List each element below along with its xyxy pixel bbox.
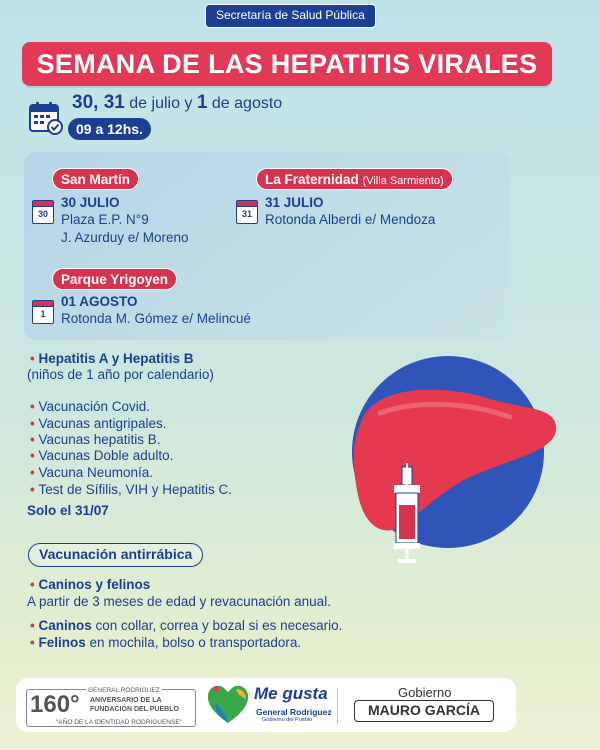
rabies-dogs-note xyxy=(30,617,342,634)
location-tag-la-fraternidad xyxy=(256,168,453,190)
anniversary-line2: FUNDACIÓN DEL PUEBLO xyxy=(90,706,179,713)
megusta-subtitle2: Gobierno del Pueblo xyxy=(262,717,313,723)
location-name: San Martín xyxy=(61,172,131,187)
location-address: Plaza E.P. N°9 xyxy=(61,212,149,227)
service-item: • Vacunas antigripales. xyxy=(30,415,167,432)
location-subname: (Villa Sarmiento) xyxy=(362,175,444,187)
dates-end: de agosto xyxy=(207,95,283,112)
location-address: Rotonda Alberdi e/ Mendoza xyxy=(265,212,436,227)
anniversary-logo xyxy=(26,689,196,729)
rabies-animals: • Caninos y felinos xyxy=(30,576,150,593)
dates-day2: 1 xyxy=(196,92,208,113)
megusta-title: Me gusta xyxy=(254,684,328,703)
anniversary-motto: "AÑO DE LA IDENTIDAD RODRIGUENSE" xyxy=(56,719,182,726)
location-name: La Fraternidad xyxy=(265,172,359,187)
location-name: Parque Yrigoyen xyxy=(61,272,169,287)
gobierno-name: MAURO GARCÍA xyxy=(354,700,494,722)
gr-small: GENERAL RODRÍGUEZ xyxy=(88,687,160,694)
only-date-note: Solo el 31/07 xyxy=(27,503,109,518)
hepatitis-heading: • Hepatitis A y Hepatitis B xyxy=(30,350,194,367)
ministry-label: Secretaría de Salud Pública xyxy=(205,4,376,28)
calendar-icon xyxy=(32,200,54,224)
rabies-section-pill: Vacunación antirrábica xyxy=(28,543,203,567)
service-item: • Vacuna Neumonía. xyxy=(30,464,153,481)
calendar-day: 1 xyxy=(40,309,46,319)
liver-illustration xyxy=(340,355,560,570)
calendar-check-icon xyxy=(28,100,64,136)
anniversary-line1: ANIVERSARIO DE LA xyxy=(90,697,162,704)
rabies-age-note: A partir de 3 meses de edad y revacunación anual. xyxy=(27,594,331,609)
service-item: • Vacunación Covid. xyxy=(30,398,150,415)
page-title: SEMANA DE LAS HEPATITIS VIRALES xyxy=(22,42,552,86)
dogs-label: Caninos xyxy=(38,618,92,633)
location-date: 30 JULIO xyxy=(61,195,120,210)
event-dates xyxy=(72,92,282,114)
hours-badge: 09 a 12hs. xyxy=(68,118,151,140)
calendar-day: 30 xyxy=(37,209,48,219)
service-item: • Vacunas Doble adulto. xyxy=(30,447,173,464)
calendar-icon xyxy=(236,200,258,224)
location-tag-san-martin xyxy=(52,168,139,190)
cats-label: Felinos xyxy=(38,635,86,650)
calendar-day: 31 xyxy=(241,209,252,219)
footer-divider xyxy=(337,688,338,724)
service-item: • Vacunas hepatitis B. xyxy=(30,431,161,448)
anniversary-number: 160° xyxy=(30,691,80,718)
service-item: • Test de Sífilis, VIH y Hepatitis C. xyxy=(30,481,232,498)
location-date: 31 JULIO xyxy=(265,195,324,210)
megusta-subtitle: General Rodríguez xyxy=(256,707,332,717)
dates-mid: de julio y xyxy=(124,95,197,112)
rabies-cats-note xyxy=(30,634,301,651)
cats-text: en mochila, bolso o transportadora. xyxy=(85,635,302,650)
calendar-icon xyxy=(32,300,54,324)
dogs-text: con collar, correa y bozal si es necesario. xyxy=(91,618,343,633)
location-tag-parque-yrigoyen xyxy=(52,268,177,290)
heart-logo-icon xyxy=(206,683,250,725)
gobierno-label: Gobierno xyxy=(398,685,452,700)
dates-days: 30, 31 xyxy=(72,92,125,113)
location-address: Rotonda M. Gómez e/ Melincué xyxy=(61,311,251,326)
hepatitis-note: (niños de 1 año por calendario) xyxy=(27,367,214,382)
location-date: 01 AGOSTO xyxy=(61,294,138,309)
location-address: J. Azurduy e/ Moreno xyxy=(61,230,189,245)
